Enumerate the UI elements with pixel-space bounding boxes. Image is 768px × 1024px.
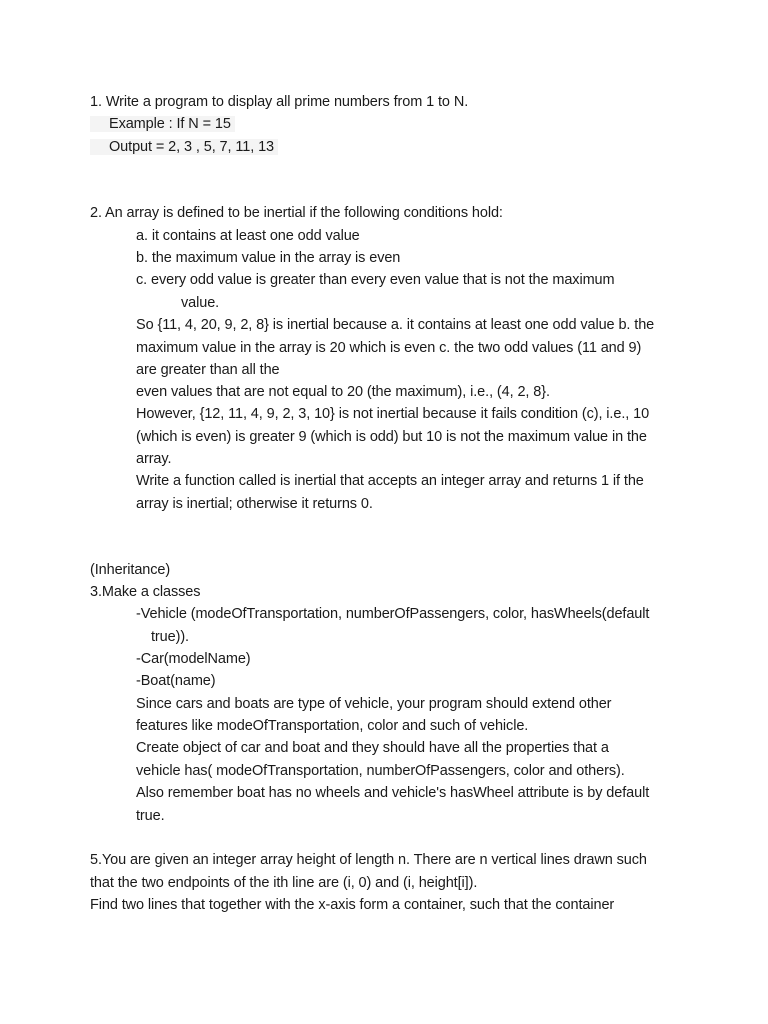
q2-para2-line1: However, {12, 11, 4, 9, 2, 3, 10} is not inertial because it fails condition (c), i.e., 10 xyxy=(136,406,650,422)
q2-para1-line1: So {11, 4, 20, 9, 2, 8} is inertial because a. it contains at least one odd value b. the xyxy=(136,317,655,333)
q1-example xyxy=(109,115,235,133)
q2-para1-line4: even values that are not equal to 20 (the maximum), i.e., (4, 2, 8}. xyxy=(136,384,550,400)
q5-line2: that the two endpoints of the ith line are (i, 0) and (i, height[i]). xyxy=(90,875,478,891)
q3-vehicle-line2: true)). xyxy=(151,629,189,645)
q2-title: 2. An array is defined to be inertial if the following conditions hold: xyxy=(90,205,503,221)
q3-para3-line1: Also remember boat has no wheels and vehicle's hasWheel attribute is by default xyxy=(136,785,650,801)
q2-para2-line2: (which is even) is greater 9 (which is odd) but 10 is not the maximum value in the xyxy=(136,429,647,445)
q3-para3-line2: true. xyxy=(136,808,165,824)
q2-condition-a: a. it contains at least one odd value xyxy=(136,228,360,244)
q2-para3-line1: Write a function called is inertial that accepts an integer array and returns 1 if the xyxy=(136,473,644,489)
q2-para1-line3: are greater than all the xyxy=(136,362,280,378)
q1-example-text: Example : If N = 15 xyxy=(90,116,235,132)
q3-para2-line1: Create object of car and boat and they should have all the properties that a xyxy=(136,740,609,756)
q3-boat: -Boat(name) xyxy=(136,673,216,689)
q2-para3-line2: array is inertial; otherwise it returns 0. xyxy=(136,496,373,512)
q1-title: 1. Write a program to display all prime numbers from 1 to N. xyxy=(90,94,469,110)
q3-car: -Car(modelName) xyxy=(136,651,251,667)
q2-para1-line2: maximum value in the array is 20 which is even c. the two odd values (11 and 9) xyxy=(136,340,642,356)
q3-title: 3.Make a classes xyxy=(90,584,201,600)
q2-condition-b: b. the maximum value in the array is even xyxy=(136,250,401,266)
q3-para2-line2: vehicle has( modeOfTransportation, numberOfPassengers, color and others). xyxy=(136,763,625,779)
q5-line3: Find two lines that together with the x-axis form a container, such that the container xyxy=(90,897,615,913)
q1-output xyxy=(109,138,278,156)
q2-para2-line3: array. xyxy=(136,451,172,467)
q5-line1: 5.You are given an integer array height of length n. There are n vertical lines drawn such xyxy=(90,852,647,868)
q2-condition-c-line2: value. xyxy=(181,295,220,311)
q1-output-text: Output = 2, 3 , 5, 7, 11, 13 xyxy=(90,139,278,155)
q3-para1-line2: features like modeOfTransportation, color and such of vehicle. xyxy=(136,718,529,734)
q2-condition-c-line1: c. every odd value is greater than every even value that is not the maximum xyxy=(136,272,615,288)
q3-section-label: (Inheritance) xyxy=(90,562,171,578)
q3-para1-line1: Since cars and boats are type of vehicle, your program should extend other xyxy=(136,696,612,712)
q3-vehicle-line1: -Vehicle (modeOfTransportation, numberOfPassengers, color, hasWheels(default xyxy=(136,606,650,622)
